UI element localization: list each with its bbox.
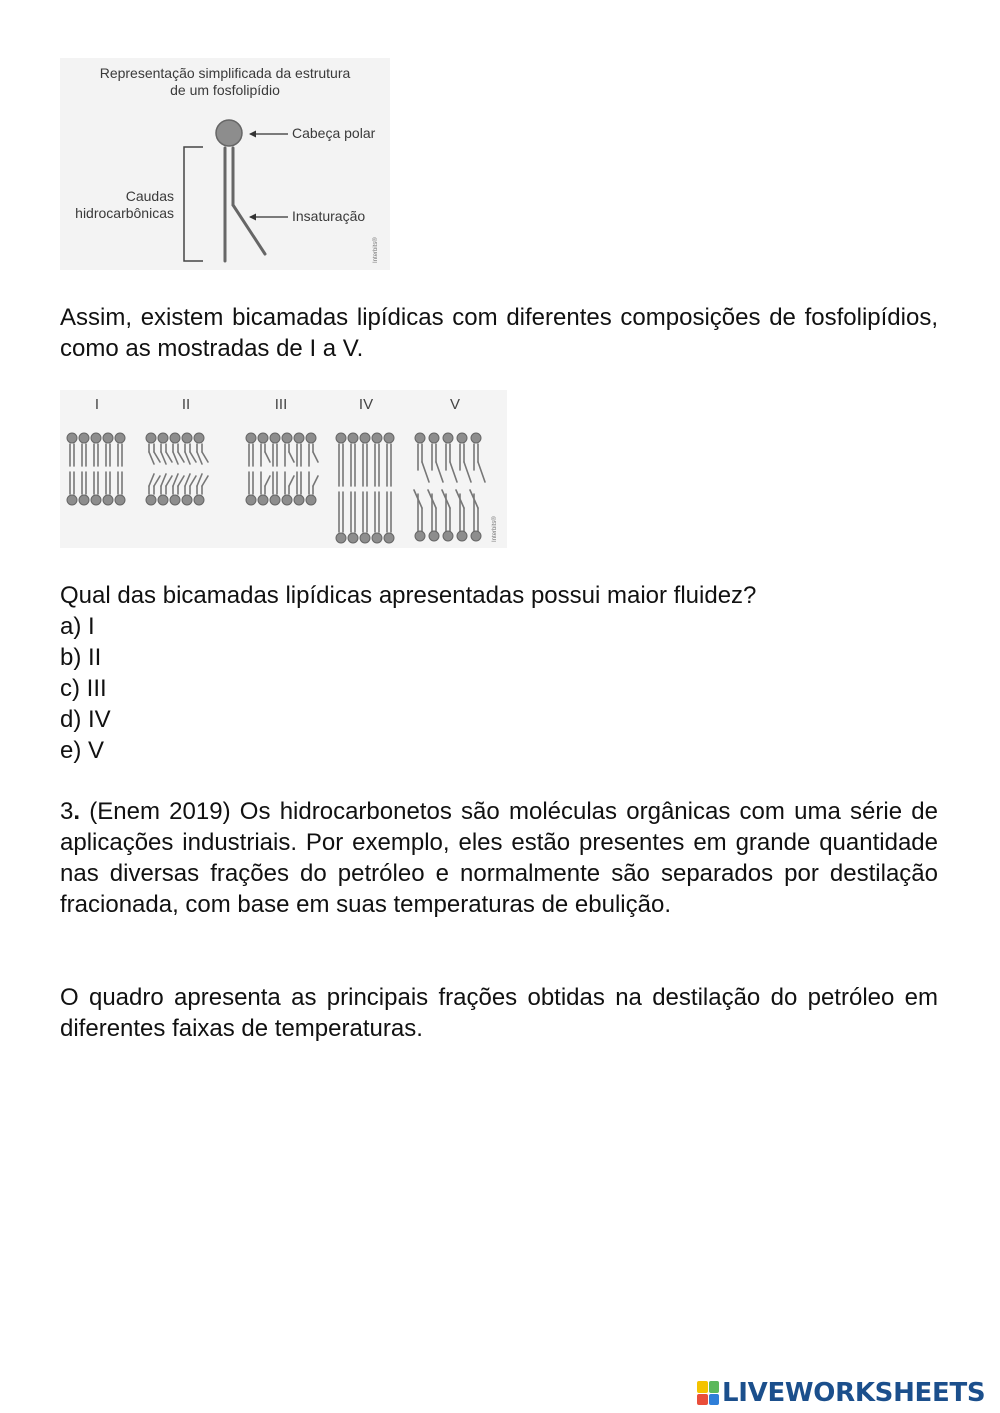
bilayer-2-top-head bbox=[158, 433, 168, 443]
polar-head-shape bbox=[216, 120, 242, 146]
bilayer-2-bottom-head bbox=[146, 495, 156, 505]
bilayer-1-top-head bbox=[103, 433, 113, 443]
option-d[interactable]: d) IV bbox=[60, 706, 111, 733]
figure2-credit: Interbits® bbox=[492, 516, 498, 542]
bilayer-2-bottom-head bbox=[170, 495, 180, 505]
bilayer-4-top-head bbox=[336, 433, 346, 443]
tails-label-line1: Caudas bbox=[125, 188, 174, 204]
bilayer-label-2: II bbox=[181, 396, 191, 413]
bilayer-3-top-head bbox=[270, 433, 280, 443]
bilayer-2-tail bbox=[190, 476, 196, 486]
head-arrow-tip bbox=[249, 131, 256, 138]
bilayer-1-bottom-head bbox=[79, 495, 89, 505]
bilayer-label-1: I bbox=[94, 396, 100, 413]
bilayer-3-top-head bbox=[294, 433, 304, 443]
bilayer-2-tail bbox=[178, 452, 184, 462]
bilayer-1-top-head bbox=[91, 433, 101, 443]
figure1-caption-line2: de um fosfolipídio bbox=[170, 82, 280, 98]
bilayer-4-bottom-head bbox=[360, 533, 370, 543]
bilayer-label-4: IV bbox=[358, 396, 374, 413]
bilayer-3-bottom-head bbox=[294, 495, 304, 505]
option-a[interactable]: a) I bbox=[60, 613, 95, 640]
bilayer-4-top-head bbox=[372, 433, 382, 443]
bilayer-5-top-head bbox=[429, 433, 439, 443]
polar-head-label: Cabeça polar bbox=[292, 125, 376, 141]
bilayer-2-bottom-head bbox=[158, 495, 168, 505]
bilayer-label-5: V bbox=[449, 396, 460, 413]
bilayer-4-bottom-head bbox=[348, 533, 358, 543]
bilayer-2-tail bbox=[161, 474, 166, 486]
bilayer-5-top-head bbox=[415, 433, 425, 443]
bilayer-2-tail bbox=[154, 476, 160, 486]
paragraph-bilayers: Assim, existem bicamadas lipídicas com diferentes composições de fosfolipídios, como as mostradas de I a V. bbox=[60, 304, 938, 362]
bilayer-3-top-head bbox=[306, 433, 316, 443]
bilayer-2-tail bbox=[149, 452, 154, 464]
bilayer-3-tail bbox=[289, 476, 294, 486]
bilayer-3-tail bbox=[313, 476, 318, 486]
question3-paragraph bbox=[60, 796, 938, 920]
bilayer-2-tail bbox=[190, 452, 196, 462]
bilayer-2-bottom-head bbox=[194, 495, 204, 505]
paragraph-table-intro: O quadro apresenta as principais frações obtidas na destilação do petróleo em diferentes faixas de temperaturas. bbox=[60, 984, 938, 1042]
bilayer-1-bottom-head bbox=[103, 495, 113, 505]
bilayer-label-3: III bbox=[274, 396, 288, 413]
bilayer-1-top-head bbox=[67, 433, 77, 443]
unsat-arrow-tip bbox=[249, 214, 256, 221]
bilayer-2-tail bbox=[185, 452, 190, 464]
bilayer-2-tail bbox=[173, 452, 178, 464]
bilayer-5-bottom-head bbox=[457, 531, 467, 541]
bilayer-2-bottom-head bbox=[182, 495, 192, 505]
bilayer-2-top-head bbox=[194, 433, 204, 443]
bilayer-2-tail bbox=[173, 474, 178, 486]
bilayer-4-top-head bbox=[384, 433, 394, 443]
bilayer-2-tail bbox=[178, 476, 184, 486]
bilayer-2-tail bbox=[185, 474, 190, 486]
bilayer-5-bottom-head bbox=[429, 531, 439, 541]
question3-number: 3 bbox=[60, 798, 74, 825]
question-stem: Qual das bicamadas lipídicas apresentadas possui maior fluidez? bbox=[60, 582, 757, 609]
bilayer-4-bottom-head bbox=[384, 533, 394, 543]
bilayer-5-top-head bbox=[471, 433, 481, 443]
bilayer-5-tail bbox=[450, 462, 457, 482]
bilayer-2-top-head bbox=[146, 433, 156, 443]
bilayer-4-top-head bbox=[348, 433, 358, 443]
bilayer-2-tail bbox=[166, 476, 172, 486]
bilayer-5-bottom-head bbox=[443, 531, 453, 541]
bilayer-2-tail bbox=[154, 452, 160, 462]
question3-text: (Enem 2019) Os hidrocarbonetos são moléculas orgânicas com uma série de aplicações industriais. Por exemplo, eles estão presentes em grande quantidade nas diversas frações do petróleo e normalmente são separados por destilação fracionada, com base em suas temperaturas de ebulição. bbox=[60, 798, 938, 918]
figure1-caption-line1: Representação simplificada da estrutura bbox=[99, 65, 351, 81]
bilayer-1-bottom-head bbox=[91, 495, 101, 505]
bilayer-3-bottom-head bbox=[270, 495, 280, 505]
tails-label-line2: hidrocarbônicas bbox=[75, 205, 174, 221]
bilayer-1-top-head bbox=[115, 433, 125, 443]
bilayer-2-tail bbox=[202, 452, 208, 462]
phospholipid-figure bbox=[60, 58, 390, 270]
bilayer-4-bottom-head bbox=[372, 533, 382, 543]
tails-label bbox=[60, 188, 174, 222]
bilayer-3-bottom-head bbox=[282, 495, 292, 505]
bilayer-3-top-head bbox=[246, 433, 256, 443]
bilayer-2-top-head bbox=[182, 433, 192, 443]
bilayer-3-bottom-head bbox=[258, 495, 268, 505]
bilayers-figure bbox=[60, 390, 507, 548]
bilayer-4-top-head bbox=[360, 433, 370, 443]
bilayer-5-tail bbox=[422, 462, 429, 482]
bilayer-3-top-head bbox=[258, 433, 268, 443]
bilayers-diagram bbox=[60, 390, 507, 548]
bilayer-3-bottom-head bbox=[306, 495, 316, 505]
answer-options bbox=[60, 611, 111, 766]
bilayer-2-top-head bbox=[170, 433, 180, 443]
bilayer-2-tail bbox=[202, 476, 208, 486]
bilayer-3-tail bbox=[289, 452, 294, 462]
bilayer-2-tail bbox=[161, 452, 166, 464]
bilayer-2-tail bbox=[149, 474, 154, 486]
bilayer-5-tail bbox=[436, 462, 443, 482]
unsaturation-label: Insaturação bbox=[292, 208, 366, 224]
bilayer-2-tail bbox=[166, 452, 172, 462]
bilayer-5-top-head bbox=[443, 433, 453, 443]
bilayer-3-tail bbox=[265, 452, 270, 462]
figure1-caption bbox=[60, 65, 390, 99]
brand-text: LIVEWORKSHEETS bbox=[722, 1378, 986, 1408]
bilayer-1-bottom-head bbox=[115, 495, 125, 505]
question3-dot: . bbox=[73, 798, 81, 825]
bilayer-3-top-head bbox=[282, 433, 292, 443]
option-e[interactable]: e) V bbox=[60, 737, 105, 764]
figure1-credit: Interbits® bbox=[373, 237, 379, 263]
bilayer-3-tail bbox=[313, 452, 318, 462]
bilayer-3-tail bbox=[265, 476, 270, 486]
bilayer-5-bottom-head bbox=[415, 531, 425, 541]
bilayer-2-tail bbox=[197, 474, 202, 486]
bilayer-5-tail bbox=[464, 462, 471, 482]
liveworksheets-icon bbox=[697, 1381, 719, 1405]
option-c[interactable]: c) III bbox=[60, 675, 107, 702]
tails-bracket bbox=[184, 147, 203, 261]
bilayer-1-bottom-head bbox=[67, 495, 77, 505]
bilayer-5-tail bbox=[478, 462, 485, 482]
option-b[interactable]: b) II bbox=[60, 644, 102, 671]
bilayer-3-bottom-head bbox=[246, 495, 256, 505]
bilayer-4-bottom-head bbox=[336, 533, 346, 543]
unsaturated-tail-kink bbox=[233, 205, 265, 254]
bilayer-5-bottom-head bbox=[471, 531, 481, 541]
bilayer-5-top-head bbox=[457, 433, 467, 443]
bilayer-2-tail bbox=[197, 452, 202, 464]
bilayer-1-top-head bbox=[79, 433, 89, 443]
liveworksheets-logo[interactable] bbox=[697, 1378, 985, 1408]
